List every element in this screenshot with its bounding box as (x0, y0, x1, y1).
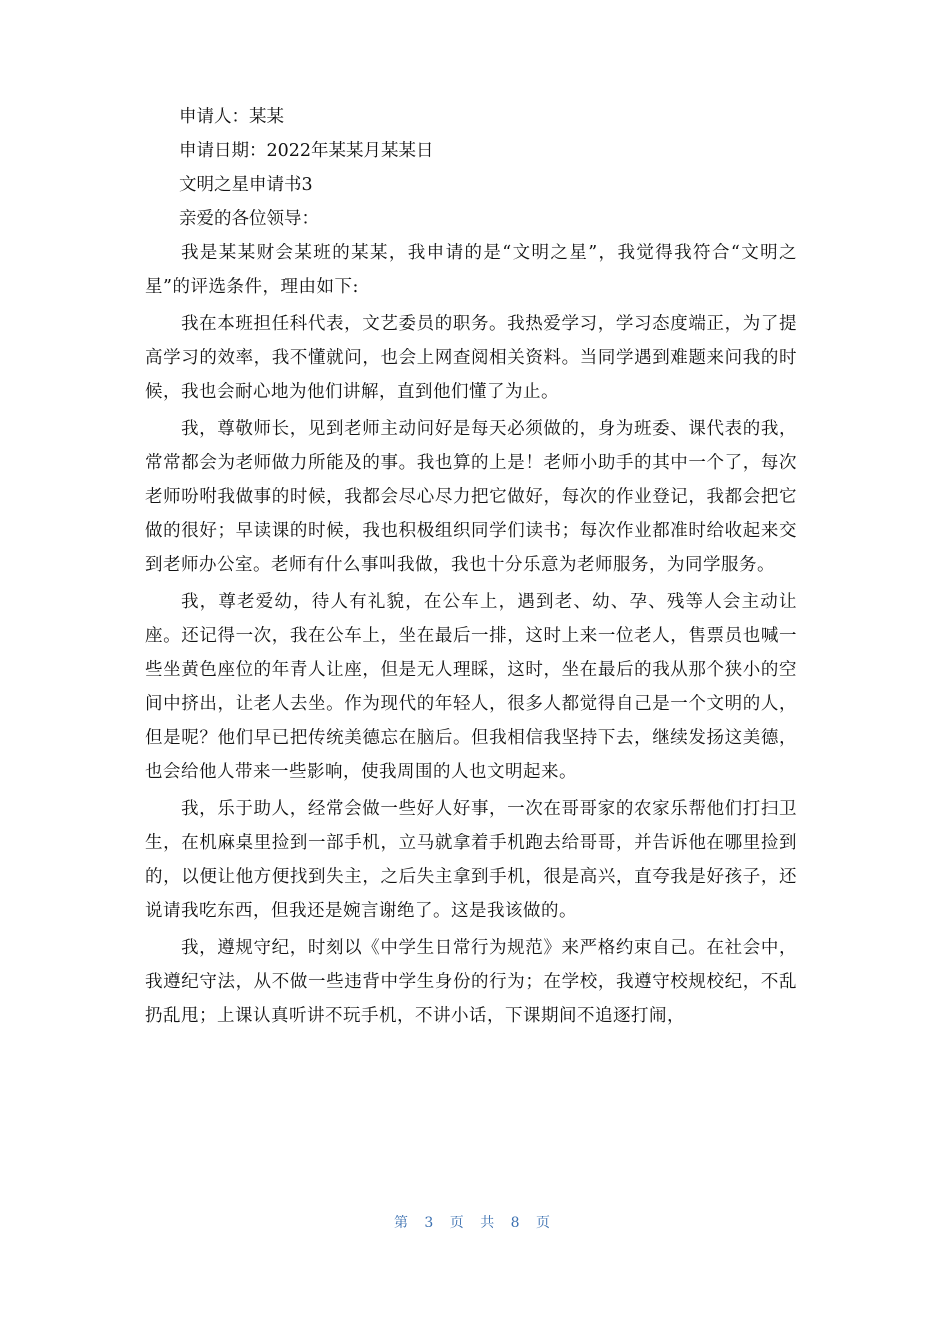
paragraph-helping-others: 我，乐于助人，经常会做一些好人好事，一次在哥哥家的农家乐帮他们打扫卫生，在机麻桌里捡到一部手机，立马就拿着手机跑去给哥哥，并告诉他在哪里捡到的，以便让他方便找到失主，之后失主拿到手机，很是高兴，直夸我是好孩子，还说请我吃东西，但我还是婉言谢绝了。这是我该做的。 (145, 799, 797, 921)
paragraph-discipline: 我，遵规守纪，时刻以《中学生日常行为规范》来严格约束自己。在社会中，我遵纪守法，从不做一些违背中学生身份的行为；在学校，我遵守校规校纪，不乱扔乱甩；上课认真听讲不玩手机，不讲小话，下课期间不追逐打闹， (145, 938, 797, 1026)
document-body (145, 100, 797, 1036)
paragraph-study: 我在本班担任科代表，文艺委员的职务。我热爱学习，学习态度端正，为了提高学习的效率，我不懂就问，也会上网查阅相关资料。当同学遇到难题来问我的时候，我也会耐心地为他们讲解，直到他们懂了为止。 (145, 314, 797, 402)
page-number-footer: 第 3 页 共 8 页 (393, 1215, 557, 1231)
paragraph-respect-elders: 我，尊老爱幼，待人有礼貌，在公车上，遇到老、幼、孕、残等人会主动让座。还记得一次，我在公车上，坐在最后一排，这时上来一位老人，售票员也喊一些坐黄色座位的年青人让座，但是无人理睬，这时，坐在最后的我从那个狭小的空间中挤出，让老人去坐。作为现代的年轻人，很多人都觉得自己是一个文明的人，但是呢？他们早已把传统美德忘在脑后。但我相信我坚持下去，继续发扬这美德，也会给他人带来一些影响，使我周围的人也文明起来。 (145, 592, 797, 782)
applicant-line: 申请人：某某 (179, 107, 284, 127)
application-date-line: 申请日期：2022年某某月某某日 (179, 141, 434, 161)
salutation: 亲爱的各位领导： (179, 209, 319, 229)
paragraph-intro: 我是某某财会某班的某某，我申请的是“文明之星”，我觉得我符合“文明之星”的评选条件，理由如下: (145, 243, 797, 297)
paragraph-respect-teachers: 我，尊敬师长，见到老师主动问好是每天必须做的，身为班委、课代表的我，常常都会为老师做力所能及的事。我也算的上是！老师小助手的其中一个了，每次老师吩咐我做事的时候，我都会尽心尽力把它做好，每次的作业登记，我都会把它做的很好；早读课的时候，我也积极组织同学们读书；每次作业都准时给收起来交到老师办公室。老师有什么事叫我做，我也十分乐意为老师服务，为同学服务。 (145, 419, 797, 575)
document-title: 文明之星申请书3 (179, 175, 313, 195)
